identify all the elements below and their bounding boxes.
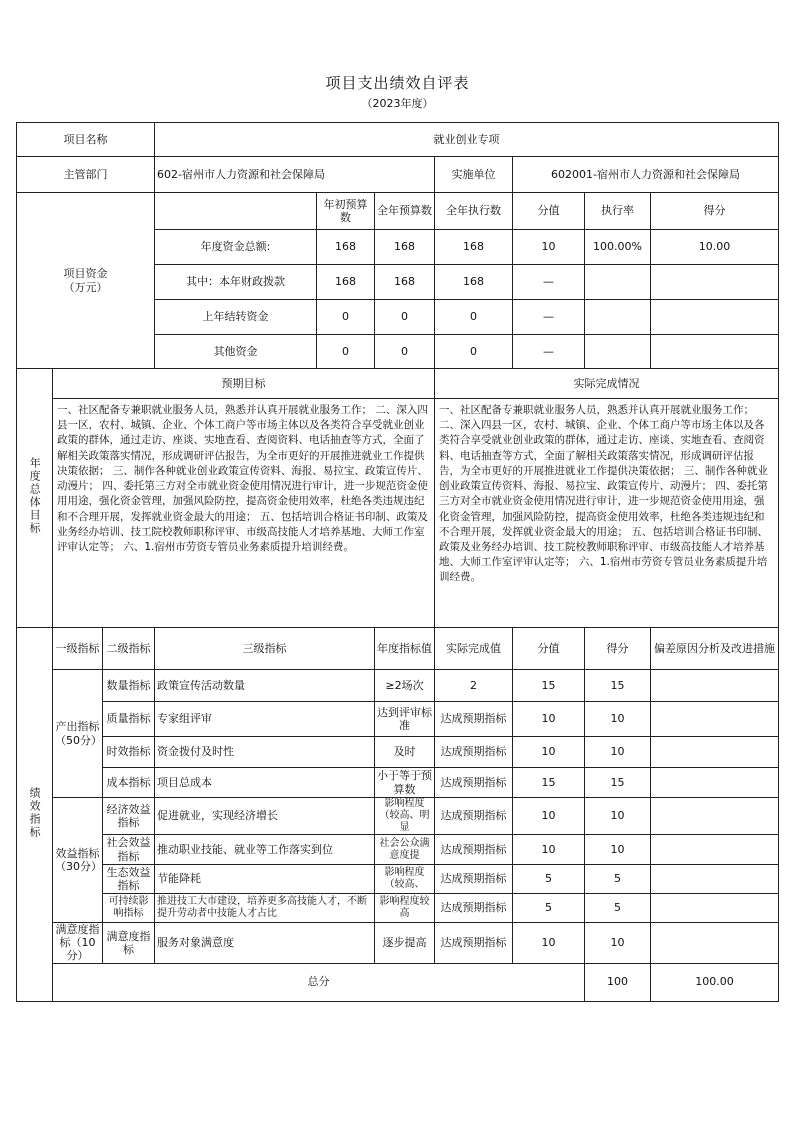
perf-l3: 节能降耗: [155, 865, 375, 894]
perf-note: [651, 798, 779, 835]
perf-points: 5: [513, 865, 585, 894]
funds-row-rate: [585, 300, 651, 335]
funds-header-score: 得分: [651, 193, 779, 230]
project-name-row: [17, 123, 779, 157]
perf-actual: 达成预期指标: [435, 768, 513, 798]
funds-row-score: 10.00: [651, 230, 779, 265]
perf-actual: 达成预期指标: [435, 835, 513, 865]
funds-row-rate: [585, 335, 651, 369]
funds-row-score-value: 10: [513, 230, 585, 265]
perf-group-label: 产出指标 （50分）: [53, 670, 103, 798]
funds-row-score: [651, 300, 779, 335]
goals-header-row: [17, 369, 779, 399]
funds-row-score: [651, 265, 779, 300]
perf-target: 影响程度（较高、: [375, 865, 435, 894]
funds-row-annual: 0: [375, 335, 435, 369]
self-evaluation-table: [16, 122, 779, 1002]
funds-row-rate: [585, 265, 651, 300]
perf-score: 10: [585, 923, 651, 964]
perf-target: ≥2场次: [375, 670, 435, 702]
funds-row-label: 年度资金总额:: [155, 230, 317, 265]
perf-row: [17, 894, 779, 923]
perf-points: 10: [513, 702, 585, 737]
funds-header-row: [17, 193, 779, 230]
perf-note: [651, 894, 779, 923]
perf-note: [651, 670, 779, 702]
perf-points: 10: [513, 923, 585, 964]
perf-l3: 资金拨付及时性: [155, 737, 375, 768]
total-points: 100: [585, 963, 651, 1001]
project-name-value: 就业创业专项: [155, 123, 779, 157]
perf-note: [651, 835, 779, 865]
perf-header-score: 得分: [585, 628, 651, 670]
perf-group-label: 效益指标 （30分）: [53, 798, 103, 923]
perf-l3: 推进技工大市建设，培养更多高技能人才，不断提升劳动者中技能人才占比: [155, 894, 375, 923]
funds-header-blank: [155, 193, 317, 230]
project-name-label: 项目名称: [17, 123, 155, 157]
perf-actual: 达成预期指标: [435, 894, 513, 923]
perf-l3: 推动职业技能、就业等工作落实到位: [155, 835, 375, 865]
perf-header-l2: 二级指标: [103, 628, 155, 670]
total-score: 100.00: [651, 963, 779, 1001]
perf-points: 10: [513, 798, 585, 835]
perf-score: 10: [585, 702, 651, 737]
funds-row-score: [651, 335, 779, 369]
perf-target: 影响程度（较高、明显: [375, 798, 435, 835]
perf-note: [651, 702, 779, 737]
expected-goal-header: 预期目标: [53, 369, 435, 399]
perf-points: 10: [513, 835, 585, 865]
perf-target: 及时: [375, 737, 435, 768]
funds-header-exec: 全年执行数: [435, 193, 513, 230]
perf-row: [17, 768, 779, 798]
perf-points: 5: [513, 894, 585, 923]
perf-header-note: 偏差原因分析及改进措施: [651, 628, 779, 670]
actual-completion-header: 实际完成情况: [435, 369, 779, 399]
perf-target: 影响程度较高: [375, 894, 435, 923]
perf-score: 10: [585, 737, 651, 768]
perf-row: [17, 923, 779, 964]
perf-row: [17, 865, 779, 894]
funds-row-score-value: —: [513, 335, 585, 369]
perf-header-l3: 三级指标: [155, 628, 375, 670]
funds-row-exec: 0: [435, 300, 513, 335]
funds-row-initial: 168: [317, 265, 375, 300]
perf-points: 10: [513, 737, 585, 768]
perf-actual: 达成预期指标: [435, 923, 513, 964]
expected-goal-text: 一、社区配备专兼职就业服务人员，熟悉并认真开展就业服务工作； 二、深入四县一区，农村、城镇、企业、个体工商户等市场主体以及各类符合享受就业创业政策的群体，通过走访、座谈、实地查看、查阅资料、电话抽查等方式，全面了解相关政策落实情况，形成调研评估报告，为全市更好的开展推进就业工作提供决策依据； 三、制作各种就业创业政策宣传资料、海报、易拉宝、政策宣传片、动漫片； 四、委托第三方对全市就业资金使用情况进行审计，进一步规范资金使用用途，强化资金管理，加强风险防控，提高资金使用效率，杜绝各类违规违纪和不合理开展，发挥就业资金最大的用途； 五、包括培训合格证书印制、政策及业务经办培训、技工院校教师职称评审、市级高技能人才培养基地、大师工作室评审认定等； 六、1.宿州市劳资专管员业务素质提升培训经费。: [53, 399, 435, 628]
funds-row-label: 其中：本年财政拨款: [155, 265, 317, 300]
perf-score: 15: [585, 768, 651, 798]
funds-row-initial: 0: [317, 300, 375, 335]
perf-note: [651, 923, 779, 964]
perf-row: [17, 670, 779, 702]
page-title: 项目支出绩效自评表: [325, 74, 470, 92]
funds-row-initial: 0: [317, 335, 375, 369]
perf-row: [17, 702, 779, 737]
funds-label: 项目资金 （万元）: [17, 193, 155, 369]
funds-header-annual: 全年预算数: [375, 193, 435, 230]
perf-l2: 生态效益指标: [103, 865, 155, 894]
perf-note: [651, 768, 779, 798]
perf-l2: 可持续影响指标: [103, 894, 155, 923]
total-row: [17, 963, 779, 1001]
perf-note: [651, 737, 779, 768]
perf-target: 达到评审标准: [375, 702, 435, 737]
perf-score: 5: [585, 894, 651, 923]
funds-header-score-value: 分值: [513, 193, 585, 230]
perf-actual: 2: [435, 670, 513, 702]
perf-score: 10: [585, 835, 651, 865]
funds-row-exec: 0: [435, 335, 513, 369]
perf-l2: 时效指标: [103, 737, 155, 768]
perf-points: 15: [513, 768, 585, 798]
perf-score: 5: [585, 865, 651, 894]
perf-points: 15: [513, 670, 585, 702]
perf-l2: 经济效益指标: [103, 798, 155, 835]
perf-target: 社会公众满意度提: [375, 835, 435, 865]
funds-row-exec: 168: [435, 265, 513, 300]
perf-l3: 促进就业，实现经济增长: [155, 798, 375, 835]
impl-value: 602001-宿州市人力资源和社会保障局: [513, 157, 779, 193]
perf-actual: 达成预期指标: [435, 865, 513, 894]
perf-target: 逐步提高: [375, 923, 435, 964]
funds-row-annual: 0: [375, 300, 435, 335]
perf-actual: 达成预期指标: [435, 702, 513, 737]
perf-l2: 数量指标: [103, 670, 155, 702]
perf-header-points: 分值: [513, 628, 585, 670]
funds-row-score-value: —: [513, 300, 585, 335]
funds-row-label: 其他资金: [155, 335, 317, 369]
perf-score: 15: [585, 670, 651, 702]
perf-row: [17, 798, 779, 835]
perf-target: 小于等于预算数: [375, 768, 435, 798]
perf-actual: 达成预期指标: [435, 737, 513, 768]
funds-header-rate: 执行率: [585, 193, 651, 230]
funds-header-initial: 年初预算数: [317, 193, 375, 230]
perf-score: 10: [585, 798, 651, 835]
perf-side-label: 绩效指标: [17, 628, 53, 1002]
perf-l2: 社会效益指标: [103, 835, 155, 865]
perf-l3: 政策宣传活动数量: [155, 670, 375, 702]
impl-label: 实施单位: [435, 157, 513, 193]
perf-header-actual: 实际完成值: [435, 628, 513, 670]
dept-label: 主管部门: [17, 157, 155, 193]
funds-row-rate: 100.00%: [585, 230, 651, 265]
perf-l2: 成本指标: [103, 768, 155, 798]
perf-row: [17, 835, 779, 865]
perf-header-l1: 一级指标: [53, 628, 103, 670]
funds-row-exec: 168: [435, 230, 513, 265]
funds-row-annual: 168: [375, 230, 435, 265]
goals-text-row: [17, 399, 779, 628]
total-label: 总分: [53, 963, 585, 1001]
funds-row-annual: 168: [375, 265, 435, 300]
perf-note: [651, 865, 779, 894]
funds-row-label: 上年结转资金: [155, 300, 317, 335]
funds-row-initial: 168: [317, 230, 375, 265]
perf-l2: 满意度指标: [103, 923, 155, 964]
department-row: [17, 157, 779, 193]
funds-row-score-value: —: [513, 265, 585, 300]
perf-l2: 质量指标: [103, 702, 155, 737]
goals-side-label: 年度总体目标: [17, 369, 53, 628]
perf-header-target: 年度指标值: [375, 628, 435, 670]
dept-value: 602-宿州市人力资源和社会保障局: [155, 157, 435, 193]
perf-actual: 达成预期指标: [435, 798, 513, 835]
actual-completion-text: 一、社区配备专兼职就业服务人员，熟悉并认真开展就业服务工作； 二、深入四县一区，农村、城镇、企业、个体工商户等市场主体以及各类符合享受就业创业政策的群体，通过走访、座谈、实地查看、查阅资料、电话抽查等方式，全面了解相关政策落实情况，形成调研评估报告，为全市更好的开展推进就业工作提供决策依据； 三、制作各种就业创业政策宣传资料、海报、易拉宝、政策宣传片、动漫片； 四、委托第三方对全市就业资金使用情况进行审计，进一步规范资金使用用途，强化资金管理，加强风险防控，提高资金使用效率，杜绝各类违规违纪和不合理开展，发挥就业资金最大的用途； 五、包括培训合格证书印制、政策及业务经办培训、技工院校教师职称评审、市级高技能人才培养基地、大师工作室评审认定等； 六、1.宿州市劳资专管员业务素质提升培训经费。: [435, 399, 779, 628]
perf-l3: 专家组评审: [155, 702, 375, 737]
perf-row: [17, 737, 779, 768]
perf-group-label: 满意度指标（10分）: [53, 923, 103, 964]
page-subtitle-year: （2023年度）: [361, 97, 434, 110]
perf-l3: 项目总成本: [155, 768, 375, 798]
perf-header-row: [17, 628, 779, 670]
perf-l3: 服务对象满意度: [155, 923, 375, 964]
